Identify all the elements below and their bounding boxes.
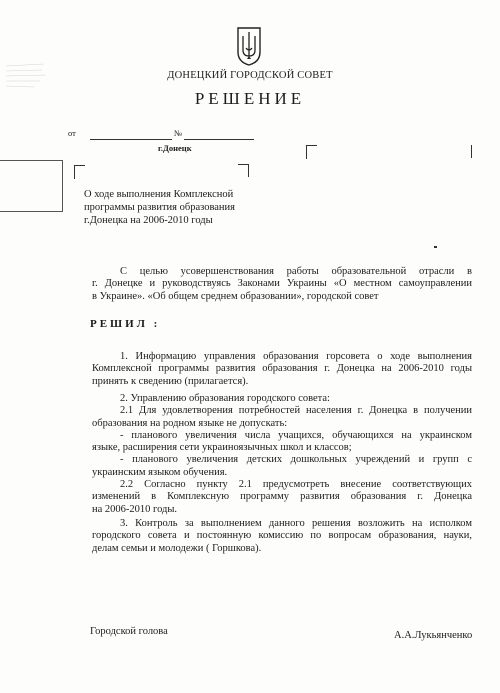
paragraph-line: на 2006-2010 годы. bbox=[92, 503, 178, 515]
item-1-paragraph bbox=[92, 351, 472, 388]
resolved-heading: РЕШИЛ : bbox=[90, 318, 161, 330]
number-line bbox=[184, 139, 254, 140]
council-name: ДОНЕЦКИЙ ГОРОДСКОЙ СОВЕТ bbox=[167, 70, 333, 81]
date-line bbox=[90, 139, 172, 140]
scan-speck bbox=[434, 246, 437, 248]
paragraph-line: изменений в Комплексную программу развития образования г. Донецка bbox=[92, 491, 472, 503]
paragraph-line: украинским языком обучения. bbox=[92, 466, 228, 478]
paragraph-line: 2. Управлению образования городского совета: bbox=[120, 393, 330, 404]
signature-title: Городской голова bbox=[90, 626, 168, 637]
coat-of-arms-icon bbox=[236, 26, 262, 66]
address-bracket-right bbox=[470, 145, 472, 158]
paragraph-line: делам семьи и молодежи ( Горшкова). bbox=[92, 542, 262, 554]
subject-line: О ходе выполнения Комплексной bbox=[84, 189, 234, 200]
paragraph-line: Комплексной программы развития образования г. Донецка на 2006-2010 годы bbox=[92, 363, 472, 375]
date-label: от bbox=[68, 128, 76, 138]
document-title: РЕШЕНИЕ bbox=[194, 89, 306, 108]
paragraph-line: г. Донецке и руководствуясь Законами Украины «О местном самоуправлении bbox=[92, 278, 472, 290]
subject-bracket-right bbox=[238, 164, 249, 177]
paragraph-line: в Украине». «Об общем среднем образовании», городской совет bbox=[92, 290, 379, 302]
subject-bracket-left bbox=[74, 165, 85, 179]
number-label: № bbox=[174, 128, 183, 138]
subject-block bbox=[84, 188, 235, 227]
paragraph-line: 2.1 Для удовлетворения потребностей населения г. Донецка в получении bbox=[120, 405, 472, 417]
paragraph-line: принять к сведению (прилагается). bbox=[92, 375, 249, 387]
scan-artifact-box bbox=[0, 160, 63, 212]
item-2-paragraph bbox=[92, 393, 472, 516]
paragraph-line: С целью усовершенствования работы образовательной отрасли в bbox=[120, 266, 472, 277]
paragraph-line: городского совета и постоянную комиссию по вопросам образования, науки, bbox=[92, 530, 472, 542]
paragraph-line: - планового увеличения детских дошкольных учреждений и групп с bbox=[120, 454, 472, 466]
paragraph-line: языке, расширения сети украиноязычных школ и классов; bbox=[92, 442, 352, 454]
city-label: г.Донецк bbox=[158, 143, 192, 153]
signature-name: А.А.Лукьянченко bbox=[394, 630, 473, 641]
item-3-paragraph bbox=[92, 518, 472, 555]
paragraph-line: 2.2 Согласно пункту 2.1 предусмотреть внесение соответствующих bbox=[120, 479, 472, 491]
subject-line: г.Донецка на 2006-2010 годы bbox=[84, 215, 213, 226]
address-bracket-left bbox=[306, 145, 317, 159]
paragraph-line: - планового увеличения числа учащихся, обучающихся на украинском bbox=[120, 429, 472, 441]
paragraph-line: образования на родном языке не допускать: bbox=[92, 417, 288, 429]
subject-line: программы развития образования bbox=[84, 202, 235, 213]
preamble-paragraph bbox=[92, 266, 472, 303]
paragraph-line: 1. Информацию управления образования горсовета о ходе выполнения bbox=[120, 351, 472, 362]
paragraph-line: 3. Контроль за выполнением данного решения возложить на исполком bbox=[120, 518, 472, 529]
